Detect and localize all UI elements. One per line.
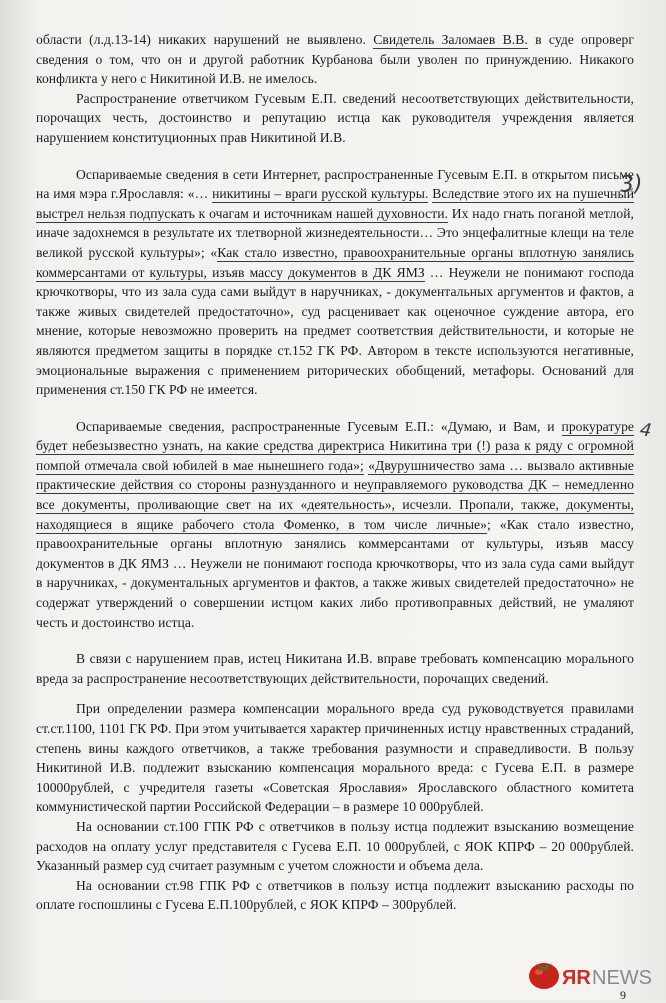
underlined-quote: Как стало известно, правоохранительные органы вплотную занялись коммерсантами от культуры, изъяв массу документов в ДК ЯМЗ [36,244,634,280]
underlined-quote: Вследствие этого их на пушечный выстрел нельзя подпускать к очагам и источникам нашей духовности. [36,186,635,221]
handwritten-margin-mark-4: 4 [638,419,653,442]
paragraph-p4 [36,417,634,633]
text-segment: Оспариваемые сведения, распространенные Гусевым Е.П.: «Думаю, и Вам, и [76,418,562,434]
logo-text-red: ЯR [562,967,591,989]
text-segment: ; «Как стало известно, правоохранительные органы вплотную занялись коммерсантами от культуры, изъяв массу документов в ДК ЯМЗ … Неужели не понимают господа крючкотворы, что из зала суда сами выйдут в наручниках, - документальных аргументов и фактов, а также живых свидетелей предостаточно» не содержат утверждений о совершении истцом каких либо противоправных действий, не умаляют честь и достоинство истца. [36,516,634,630]
underlined-quote: прокуратуре будет небезызвестно узнать, на какие средства директриса Никитина три (!) раза к ряду с огромной помпой отмечала свой юбилей в мае нынешнего года»; [36,418,634,473]
tomato-icon [529,963,559,989]
yarnews-logo [522,950,662,994]
logo-text-grey: NEWS [592,967,652,989]
text-segment: В связи с нарушением прав, истец Никитана И.В. вправе требовать компенсацию морального вреда за распространение несоответствующих действительности, порочащих сведений. [36,651,634,686]
text-segment: Их надо гнать поганой метлой, иначе задохнемся в результате их тлетворной жизнедеятельности… Это энцефалитные клещи на теле великой русской культуры»; « [36,205,634,260]
paragraph-p3 [36,165,634,400]
underlined-quote: никитины – враги русской культуры. [212,186,429,202]
page-number: 9 [620,988,626,1002]
text-segment: При определении размера компенсации морального вреда суд руководствуется правилами ст.ст.1100, 1101 ГК РФ. При этом учитывается характер причиненных истцу нравственных страданий, степень вины каждого ответчиков, а также требования разумности и справедливости. В пользу Никитиной И.В. подлежит взысканию компенсация морального вреда: с Гусева Е.П. в размере 10000рублей, с учредителя газеты «Советская Ярославия» Ярославского областного комитета коммунистической партии Российской Федерации – в размере 10 000рублей. [36,701,634,815]
underlined-quote: Свидетель Заломаев В.В. [373,32,528,47]
paragraph-p2 [36,89,634,148]
underlined-quote: «Двурушничество зама … вызвало активные практические действия со стороны разнузданного и неуправляемого руководства ДК – немедленно все документы, проливающие свет на их «деятельность», исчезли. Пропали, также, документы, находящиеся в ящике рабочего стола Фоменко, в том числе личные» [36,457,634,532]
paragraph-p8 [36,876,634,915]
text-segment: Распространение ответчиком Гусевым Е.П. сведений несоответствующих действительности, порочащих честь, достоинство и репутацию истца как руководителя учреждения является нарушением конституционных прав Никитиной И.В. [36,90,634,145]
handwritten-margin-mark-3: 3) [619,171,644,198]
document-body [36,30,634,915]
text-segment: … Неужели не понимают господа крючкотворы, что из зала суда сами выйдут в наручниках, - документальных аргументов и фактов, а также живых свидетелей предостаточно», суд расценивает как оценочное суждение автора, его мнение, которые невозможно проверить на предмет соответствия действительности, и которые не являются предметом защиты в порядке ст.152 ГК РФ. Автором в тексте используются негативные, эмоциональные выражения с применением риторических обобщений, метафоры. Оснований для применения ст.150 ГК РФ не имеется. [36,264,634,398]
text-segment: Оспариваемые сведения в сети Интернет, распространенные Гусевым Е.П. в открытом письме на имя мэра г.Ярославля: «… [36,166,634,202]
paragraph-p1 [36,30,634,89]
text-segment: в суде опроверг сведения о том, что он и другой работник Курбанова были уволен по принуждению. Никакого конфликта у него с Никитиной И.В. не имелось. [36,32,634,87]
paragraph-p5 [36,649,634,688]
text-segment: На основании ст.98 ГПК РФ с ответчиков в пользу истца подлежит взысканию расходы по оплате госпошлины с Гусева Е.П.100рублей, с ЯОК КПРФ – 300рублей. [36,877,634,913]
text-segment: области (л.д.13-14) никаких нарушений не выявлено. [36,32,374,47]
text-segment: На основании ст.100 ГПК РФ с ответчиков в пользу истца подлежит взысканию возмещение расходов на оплату услуг представителя с Гусева Е.П. 10 000рублей, с ЯОК КПРФ – 20 000рублей. Указанный размер суд считает разумным с учетом сложности и объема дела. [36,818,634,874]
paragraph-p7 [36,817,634,876]
paragraph-p6 [36,699,634,817]
